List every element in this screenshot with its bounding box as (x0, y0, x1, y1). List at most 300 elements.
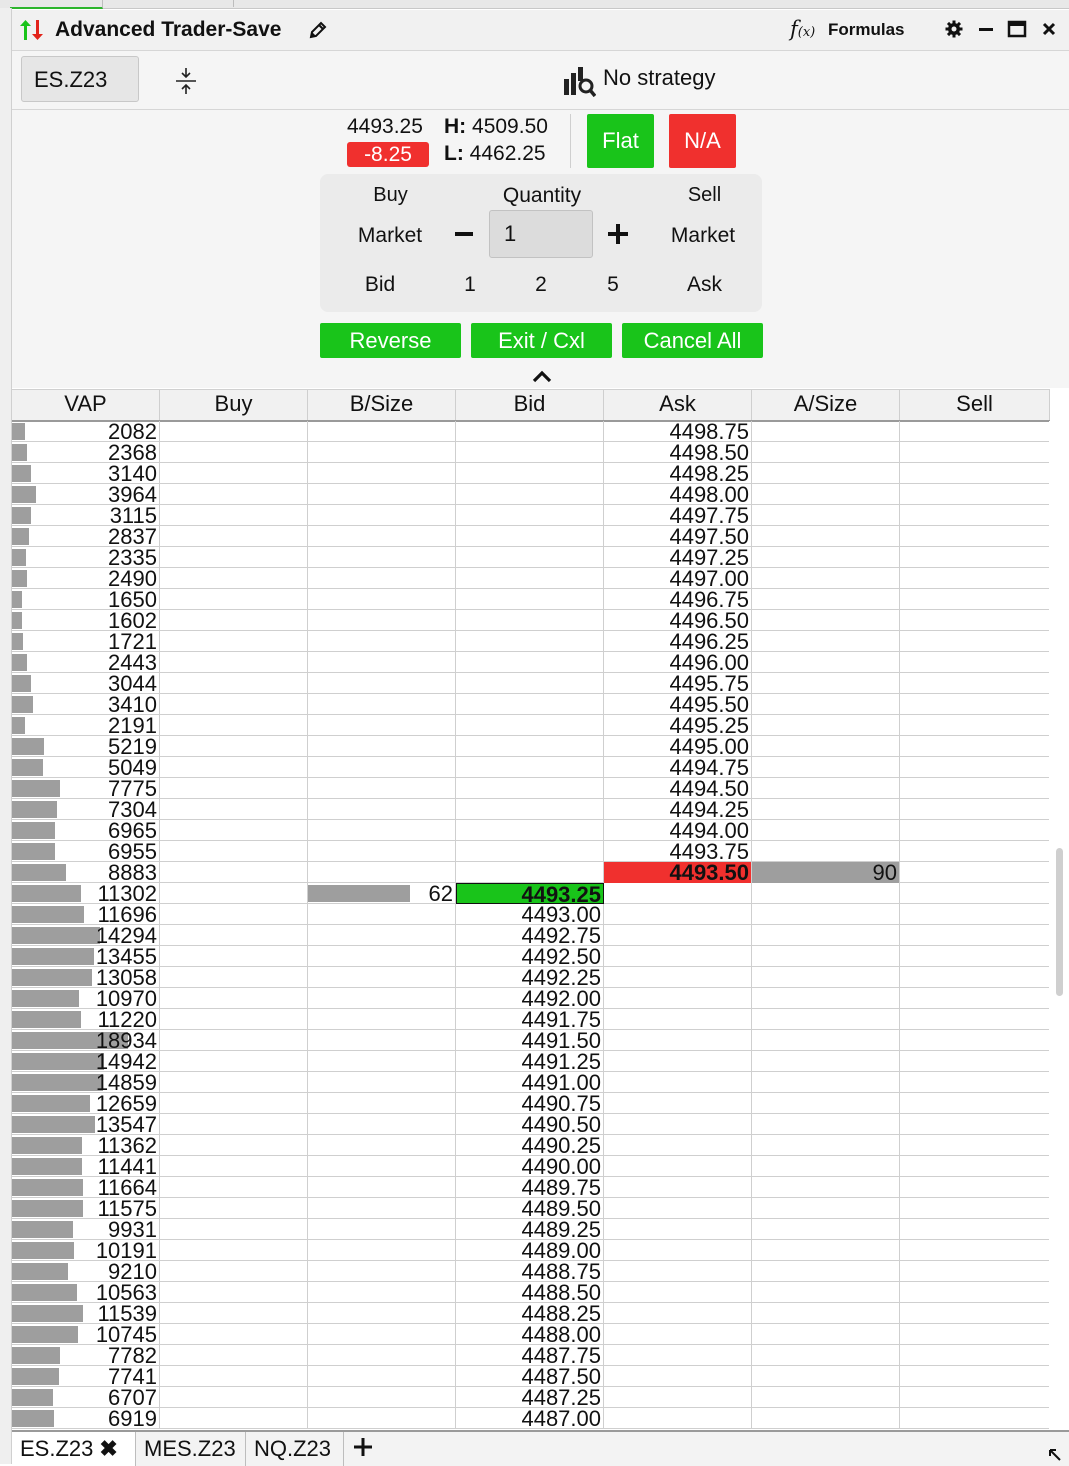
sell-cell[interactable] (900, 589, 1049, 610)
position-na-button[interactable]: N/A (669, 114, 736, 168)
ask-price: 4498.50 (669, 442, 749, 463)
ask-cell[interactable] (604, 1219, 752, 1240)
ask-cell[interactable] (604, 589, 752, 610)
bsize-cell (308, 652, 456, 673)
sell-cell[interactable] (900, 841, 1049, 862)
buy-cell[interactable] (160, 841, 308, 862)
col-header-vap[interactable]: VAP (12, 390, 160, 420)
buy-cell[interactable] (160, 715, 308, 736)
ask-cell[interactable] (604, 1093, 752, 1114)
bsize-cell (308, 547, 456, 568)
ladder-row (12, 757, 1049, 778)
sell-cell[interactable] (900, 484, 1049, 505)
quick-qty-1[interactable]: 1 (464, 273, 476, 296)
vap-bar (12, 423, 25, 440)
ask-cell[interactable] (604, 1366, 752, 1387)
sell-market-button[interactable]: Market (670, 224, 736, 247)
buy-cell[interactable] (160, 1366, 308, 1387)
chevron-up-icon[interactable] (531, 368, 553, 384)
sell-cell[interactable] (900, 1030, 1049, 1051)
buy-cell[interactable] (160, 463, 308, 484)
ask-cell[interactable] (604, 715, 752, 736)
tab-mes[interactable] (136, 1432, 246, 1466)
sell-cell[interactable] (900, 820, 1049, 841)
bid-cell[interactable] (456, 967, 604, 988)
gear-icon[interactable] (943, 18, 965, 40)
quantity-input[interactable]: 1 (489, 210, 593, 258)
sell-cell[interactable] (900, 715, 1049, 736)
buy-bid-button[interactable]: Bid (364, 273, 396, 296)
buy-cell[interactable] (160, 1387, 308, 1408)
buy-cell[interactable] (160, 1051, 308, 1072)
col-header-bsize[interactable]: B/Size (308, 390, 456, 420)
buy-cell[interactable] (160, 505, 308, 526)
bid-cell[interactable] (456, 1177, 604, 1198)
sell-cell[interactable] (900, 1366, 1049, 1387)
bid-cell[interactable] (456, 946, 604, 967)
bid-cell[interactable] (456, 925, 604, 946)
buy-cell[interactable] (160, 442, 308, 463)
vap-cell (12, 1303, 160, 1324)
quick-qty-2[interactable]: 2 (535, 273, 547, 296)
buy-cell[interactable] (160, 1408, 308, 1429)
buy-cell[interactable] (160, 1093, 308, 1114)
top-tab[interactable] (103, 0, 234, 7)
bid-price: 4493.00 (521, 904, 601, 925)
bsize-cell (308, 1345, 456, 1366)
sell-cell[interactable] (900, 904, 1049, 925)
sell-cell[interactable] (900, 925, 1049, 946)
symbol-input[interactable]: ES.Z23 (21, 56, 139, 102)
buy-cell[interactable] (160, 1072, 308, 1093)
ask-cell[interactable] (604, 1198, 752, 1219)
col-header-buy[interactable]: Buy (160, 390, 308, 420)
bid-cell[interactable] (456, 547, 604, 568)
vertical-scrollbar[interactable] (1056, 848, 1063, 996)
top-tab-active[interactable] (10, 0, 103, 9)
sell-cell[interactable] (900, 1408, 1049, 1429)
bid-cell[interactable] (456, 988, 604, 1009)
vap-value: 1650 (108, 589, 157, 610)
bid-cell[interactable] (456, 1387, 604, 1408)
ladder-row (12, 484, 1049, 505)
formula-fx-icon[interactable]: f(x) (790, 17, 816, 41)
bsize-cell (308, 946, 456, 967)
sell-cell[interactable] (900, 568, 1049, 589)
bid-cell[interactable] (456, 715, 604, 736)
ask-cell[interactable] (604, 1324, 752, 1345)
buy-cell[interactable] (160, 925, 308, 946)
ask-cell[interactable] (604, 988, 752, 1009)
bid-cell[interactable] (456, 1030, 604, 1051)
buy-cell[interactable] (160, 1324, 308, 1345)
ask-cell[interactable] (604, 610, 752, 631)
col-header-bid[interactable]: Bid (456, 390, 604, 420)
sell-cell[interactable] (900, 799, 1049, 820)
sell-cell[interactable] (900, 1282, 1049, 1303)
quantity-increment-bar[interactable] (608, 232, 628, 236)
sell-cell[interactable] (900, 631, 1049, 652)
bid-cell[interactable] (456, 1051, 604, 1072)
ask-cell[interactable] (604, 925, 752, 946)
sell-cell[interactable] (900, 547, 1049, 568)
vap-cell (12, 463, 160, 484)
bid-cell[interactable] (456, 1093, 604, 1114)
ask-cell[interactable] (604, 1408, 752, 1429)
vap-bar (12, 864, 66, 881)
buy-cell[interactable] (160, 1135, 308, 1156)
sell-cell[interactable] (900, 505, 1049, 526)
sell-cell[interactable] (900, 988, 1049, 1009)
sell-cell[interactable] (900, 1324, 1049, 1345)
cancel-all-button[interactable]: Cancel All (622, 323, 763, 358)
bid-cell[interactable] (456, 505, 604, 526)
sell-cell[interactable] (900, 1093, 1049, 1114)
bsize-cell (308, 1408, 456, 1429)
buy-cell[interactable] (160, 1177, 308, 1198)
buy-cell[interactable] (160, 988, 308, 1009)
vap-value: 14942 (95, 1051, 157, 1072)
bid-cell[interactable] (456, 1408, 604, 1429)
buy-cell[interactable] (160, 946, 308, 967)
ask-size-value: 90 (872, 862, 897, 883)
bid-cell[interactable] (456, 421, 604, 442)
ask-cell[interactable] (604, 694, 752, 715)
sell-cell[interactable] (900, 1177, 1049, 1198)
bid-cell[interactable] (456, 442, 604, 463)
buy-cell[interactable] (160, 610, 308, 631)
ask-cell[interactable] (604, 1135, 752, 1156)
buy-cell[interactable] (160, 1345, 308, 1366)
bid-cell[interactable] (456, 841, 604, 862)
vap-value: 9210 (108, 1261, 157, 1282)
buy-cell[interactable] (160, 631, 308, 652)
ask-price: 4497.00 (669, 568, 749, 589)
sell-cell[interactable] (900, 946, 1049, 967)
sell-cell[interactable] (900, 442, 1049, 463)
ladder-row (12, 1198, 1049, 1219)
vap-cell (12, 1072, 160, 1093)
ask-cell[interactable] (604, 1240, 752, 1261)
buy-cell[interactable] (160, 694, 308, 715)
minimize-icon[interactable] (975, 18, 997, 40)
vap-cell (12, 1324, 160, 1345)
bid-cell[interactable] (456, 1303, 604, 1324)
vap-cell (12, 988, 160, 1009)
sell-cell[interactable] (900, 1303, 1049, 1324)
buy-cell[interactable] (160, 904, 308, 925)
sell-cell[interactable] (900, 1387, 1049, 1408)
center-ladder-icon[interactable] (174, 67, 198, 95)
buy-cell[interactable] (160, 1156, 308, 1177)
bsize-cell (308, 589, 456, 610)
maximize-icon[interactable] (1006, 18, 1028, 40)
asize-cell (752, 715, 900, 736)
buy-market-button[interactable]: Market (357, 224, 423, 247)
quantity-label: Quantity (502, 184, 582, 207)
vap-cell (12, 1240, 160, 1261)
ask-cell[interactable] (604, 421, 752, 442)
sell-ask-button[interactable]: Ask (686, 273, 722, 296)
add-tab-icon[interactable] (352, 1436, 374, 1458)
buy-cell[interactable] (160, 568, 308, 589)
buy-cell[interactable] (160, 673, 308, 694)
tab-nq[interactable] (246, 1432, 344, 1466)
col-header-ask[interactable]: Ask (604, 390, 752, 420)
buy-cell[interactable] (160, 1240, 308, 1261)
bsize-cell (308, 1156, 456, 1177)
bid-cell[interactable] (456, 1009, 604, 1030)
buy-cell[interactable] (160, 547, 308, 568)
buy-cell[interactable] (160, 820, 308, 841)
sell-cell[interactable] (900, 1072, 1049, 1093)
ask-price: 4495.25 (669, 715, 749, 736)
bid-cell[interactable] (456, 1282, 604, 1303)
ladder-header (12, 389, 1050, 422)
vap-bar (12, 1389, 53, 1406)
ask-cell[interactable] (604, 757, 752, 778)
buy-cell[interactable] (160, 967, 308, 988)
ask-cell[interactable] (604, 1009, 752, 1030)
ask-cell[interactable] (604, 883, 752, 904)
edit-pencil-icon[interactable] (308, 20, 328, 40)
ask-cell[interactable] (604, 526, 752, 547)
ask-cell[interactable] (604, 505, 752, 526)
bsize-cell (308, 736, 456, 757)
bid-cell[interactable] (456, 610, 604, 631)
bid-cell[interactable] (456, 568, 604, 589)
quantity-decrement-button[interactable] (455, 232, 473, 236)
tab-label: ES.Z23 (20, 1436, 94, 1461)
bid-cell[interactable] (456, 1324, 604, 1345)
bid-cell[interactable] (456, 757, 604, 778)
ask-cell[interactable] (604, 568, 752, 589)
ask-cell[interactable] (604, 442, 752, 463)
asize-cell (752, 1114, 900, 1135)
buy-cell[interactable] (160, 421, 308, 442)
bid-cell[interactable] (456, 694, 604, 715)
bid-cell[interactable] (456, 1135, 604, 1156)
bsize-cell (308, 1177, 456, 1198)
asize-cell (752, 421, 900, 442)
strategy-label[interactable]: No strategy (603, 65, 716, 90)
bid-price: 4492.75 (521, 925, 601, 946)
bid-cell[interactable] (456, 1345, 604, 1366)
sell-cell[interactable] (900, 1198, 1049, 1219)
ask-cell[interactable] (604, 820, 752, 841)
ask-cell[interactable] (604, 967, 752, 988)
asize-cell (752, 652, 900, 673)
sell-cell[interactable] (900, 652, 1049, 673)
flat-button[interactable]: Flat (587, 114, 654, 168)
bid-cell[interactable] (456, 736, 604, 757)
sell-cell[interactable] (900, 526, 1049, 547)
ask-cell[interactable] (604, 841, 752, 862)
sell-cell[interactable] (900, 1156, 1049, 1177)
ask-cell[interactable] (604, 1303, 752, 1324)
exit-cancel-button[interactable]: Exit / Cxl (471, 323, 612, 358)
ask-cell[interactable] (604, 1156, 752, 1177)
bid-cell[interactable] (456, 484, 604, 505)
sell-cell[interactable] (900, 1114, 1049, 1135)
asize-cell (752, 673, 900, 694)
buy-cell[interactable] (160, 778, 308, 799)
ask-cell[interactable] (604, 547, 752, 568)
vap-cell (12, 526, 160, 547)
sell-cell[interactable] (900, 1261, 1049, 1282)
asize-cell (752, 1345, 900, 1366)
buy-cell[interactable] (160, 1219, 308, 1240)
bid-cell[interactable] (456, 526, 604, 547)
bid-price: 4491.00 (521, 1072, 601, 1093)
ask-cell[interactable] (604, 1261, 752, 1282)
col-header-asize[interactable]: A/Size (752, 390, 900, 420)
reverse-button[interactable]: Reverse (320, 323, 461, 358)
vap-cell (12, 883, 160, 904)
ask-cell[interactable] (604, 904, 752, 925)
buy-cell[interactable] (160, 1198, 308, 1219)
sell-cell[interactable] (900, 736, 1049, 757)
ask-cell[interactable] (604, 778, 752, 799)
buy-cell[interactable] (160, 526, 308, 547)
sell-cell[interactable] (900, 1219, 1049, 1240)
ladder-row (12, 421, 1049, 442)
sell-cell[interactable] (900, 1240, 1049, 1261)
ask-cell[interactable] (604, 673, 752, 694)
bid-cell[interactable] (456, 904, 604, 925)
ask-cell[interactable] (604, 652, 752, 673)
col-header-sell[interactable]: Sell (900, 390, 1050, 420)
ask-cell[interactable] (604, 1051, 752, 1072)
bid-cell[interactable] (456, 1114, 604, 1135)
tab-es[interactable] (12, 1432, 136, 1466)
bsize-cell (308, 799, 456, 820)
vap-value: 14294 (95, 925, 157, 946)
sell-cell[interactable] (900, 694, 1049, 715)
buy-cell[interactable] (160, 1261, 308, 1282)
ask-cell[interactable] (604, 1072, 752, 1093)
close-tab-icon[interactable]: ✖ (99, 1436, 118, 1461)
vap-cell (12, 589, 160, 610)
ask-cell[interactable] (604, 1177, 752, 1198)
vap-value: 1602 (108, 610, 157, 631)
ask-price: 4498.00 (669, 484, 749, 505)
ask-cell[interactable] (604, 1387, 752, 1408)
bid-cell[interactable] (456, 1261, 604, 1282)
sell-cell[interactable] (900, 463, 1049, 484)
ask-cell[interactable] (604, 631, 752, 652)
bid-cell[interactable] (456, 1366, 604, 1387)
buy-cell[interactable] (160, 1303, 308, 1324)
sell-cell[interactable] (900, 778, 1049, 799)
bsize-cell (308, 673, 456, 694)
vap-cell (12, 568, 160, 589)
bid-cell[interactable] (456, 1198, 604, 1219)
buy-cell[interactable] (160, 736, 308, 757)
bsize-cell (308, 1030, 456, 1051)
bid-cell[interactable] (456, 883, 604, 904)
buy-cell[interactable] (160, 1030, 308, 1051)
buy-cell[interactable] (160, 862, 308, 883)
bid-price: 4492.00 (521, 988, 601, 1009)
ask-cell[interactable] (604, 463, 752, 484)
vap-value: 2335 (108, 547, 157, 568)
vap-cell (12, 841, 160, 862)
sell-cell[interactable] (900, 757, 1049, 778)
buy-cell[interactable] (160, 757, 308, 778)
bid-cell[interactable] (456, 1072, 604, 1093)
ask-cell[interactable] (604, 484, 752, 505)
low-label: L: (444, 142, 464, 165)
sell-cell[interactable] (900, 1135, 1049, 1156)
buy-cell[interactable] (160, 652, 308, 673)
formulas-button[interactable]: Formulas (828, 20, 905, 39)
sell-cell[interactable] (900, 610, 1049, 631)
ask-cell[interactable] (604, 799, 752, 820)
vap-bar (12, 948, 94, 965)
bid-cell[interactable] (456, 820, 604, 841)
bid-cell[interactable] (456, 673, 604, 694)
ladder-row (12, 568, 1049, 589)
bid-cell[interactable] (456, 589, 604, 610)
sell-cell[interactable] (900, 421, 1049, 442)
bsize-cell (308, 904, 456, 925)
bsize-cell (308, 610, 456, 631)
ask-cell[interactable] (604, 1282, 752, 1303)
vap-bar (12, 549, 26, 566)
close-icon[interactable] (1038, 18, 1060, 40)
bid-cell[interactable] (456, 631, 604, 652)
quick-qty-5[interactable]: 5 (607, 273, 619, 296)
bid-cell[interactable] (456, 1156, 604, 1177)
buy-cell[interactable] (160, 1009, 308, 1030)
sell-cell[interactable] (900, 967, 1049, 988)
sell-cell[interactable] (900, 1009, 1049, 1030)
ask-cell[interactable] (604, 736, 752, 757)
bid-cell[interactable] (456, 799, 604, 820)
bid-cell[interactable] (456, 778, 604, 799)
buy-cell[interactable] (160, 1282, 308, 1303)
strategy-chart-icon[interactable] (562, 65, 596, 97)
sell-cell[interactable] (900, 862, 1049, 883)
buy-cell[interactable] (160, 799, 308, 820)
buy-cell[interactable] (160, 484, 308, 505)
bid-cell[interactable] (456, 652, 604, 673)
buy-cell[interactable] (160, 1114, 308, 1135)
bid-cell[interactable] (456, 463, 604, 484)
asize-cell (752, 1156, 900, 1177)
ask-cell[interactable] (604, 1345, 752, 1366)
buy-cell[interactable] (160, 883, 308, 904)
ask-cell[interactable] (604, 946, 752, 967)
sell-cell[interactable] (900, 1345, 1049, 1366)
bid-cell[interactable] (456, 1219, 604, 1240)
ask-price: 4494.50 (669, 778, 749, 799)
bid-cell[interactable] (456, 1240, 604, 1261)
ask-cell[interactable] (604, 862, 752, 883)
vap-bar (12, 1263, 68, 1280)
sell-cell[interactable] (900, 1051, 1049, 1072)
vap-bar (12, 612, 22, 629)
buy-cell[interactable] (160, 589, 308, 610)
resize-arrow-icon[interactable] (1048, 1448, 1062, 1462)
sell-cell[interactable] (900, 673, 1049, 694)
ask-cell[interactable] (604, 1030, 752, 1051)
sell-cell[interactable] (900, 883, 1049, 904)
ask-cell[interactable] (604, 1114, 752, 1135)
vap-bar (12, 1305, 83, 1322)
bid-cell[interactable] (456, 862, 604, 883)
